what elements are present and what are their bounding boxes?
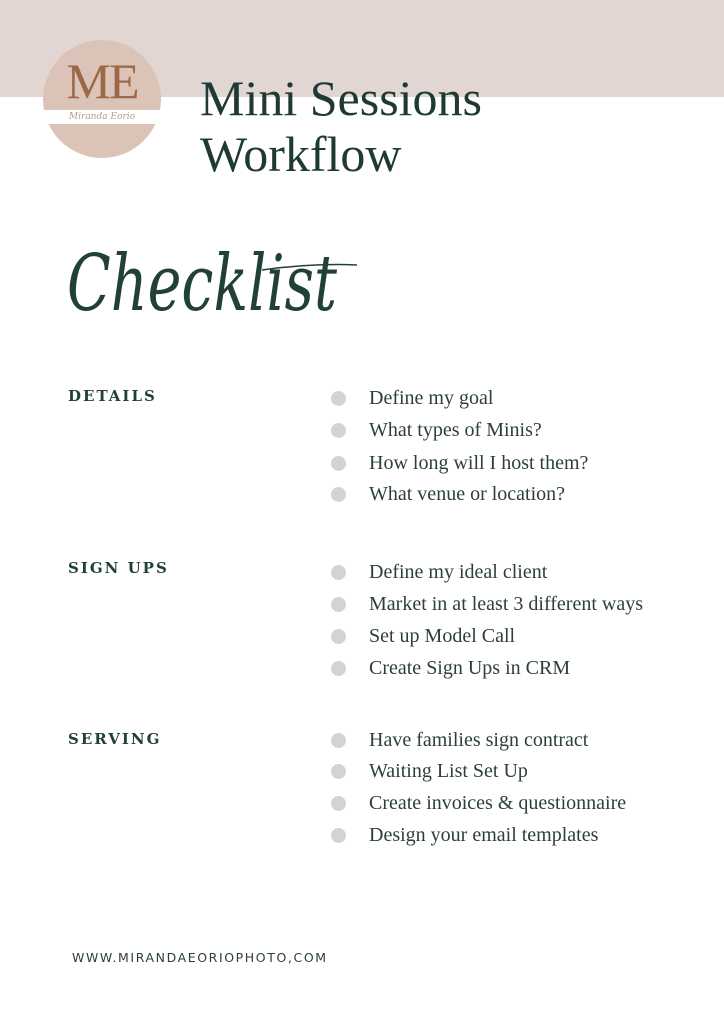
checkbox-circle-icon[interactable] (331, 629, 346, 644)
logo-monogram: ME (66, 53, 138, 109)
checklist-item-label: Market in at least 3 different ways (369, 592, 643, 615)
checklist-script-text: Checklist (67, 239, 338, 329)
checkbox-circle-icon[interactable] (331, 487, 346, 502)
checkbox-circle-icon[interactable] (331, 423, 346, 438)
checklist-item-label: Design your email templates (369, 823, 599, 846)
section-label: SIGN UPS (68, 559, 169, 577)
checklist-script-art (62, 225, 362, 340)
checklist-item-label: What types of Minis? (369, 418, 542, 441)
checklist-item-label: Define my goal (369, 386, 494, 409)
checklist-item-label: Waiting List Set Up (369, 759, 528, 782)
logo (43, 40, 161, 158)
checklist-item[interactable] (331, 791, 626, 815)
section-label: SERVING (68, 730, 162, 748)
checklist-item-label: How long will I host them? (369, 451, 589, 474)
checklist-item[interactable] (331, 656, 570, 680)
checkbox-circle-icon[interactable] (331, 565, 346, 580)
checkbox-circle-icon[interactable] (331, 764, 346, 779)
checklist-item[interactable] (331, 482, 565, 506)
checkbox-circle-icon[interactable] (331, 661, 346, 676)
checklist-item-label: What venue or location? (369, 482, 566, 505)
page-title (200, 70, 482, 182)
checklist-item[interactable] (331, 386, 493, 410)
checklist-item[interactable] (331, 728, 588, 752)
checklist-item-label: Have families sign contract (369, 728, 589, 751)
checklist-item-label: Create Sign Ups in CRM (369, 656, 571, 679)
checkbox-circle-icon[interactable] (331, 796, 346, 811)
title-line-1: Mini Sessions (200, 70, 483, 126)
checklist-item[interactable] (331, 418, 542, 442)
checkbox-circle-icon[interactable] (331, 597, 346, 612)
checkbox-circle-icon[interactable] (331, 733, 346, 748)
checkbox-circle-icon[interactable] (331, 828, 346, 843)
checklist-item[interactable] (331, 592, 643, 616)
checklist-item-label: Define my ideal client (369, 560, 548, 583)
checklist-item[interactable] (331, 560, 547, 584)
checklist-item[interactable] (331, 624, 515, 648)
checkbox-circle-icon[interactable] (331, 391, 346, 406)
checklist-item-label: Create invoices & questionnaire (369, 791, 627, 814)
website-footer[interactable]: WWW.MIRANDAEORIOPHOTO,COM (72, 950, 328, 965)
checklist-item-label: Set up Model Call (369, 624, 516, 647)
checklist-script-heading (62, 225, 362, 344)
title-line-2: Workflow (200, 126, 402, 182)
checklist-item[interactable] (331, 823, 598, 847)
checkbox-circle-icon[interactable] (331, 456, 346, 471)
checklist-item[interactable] (331, 759, 528, 783)
section-label: DETAILS (68, 387, 157, 405)
logo-signature: Miranda Eorio (68, 112, 136, 122)
checklist-item[interactable] (331, 451, 588, 475)
